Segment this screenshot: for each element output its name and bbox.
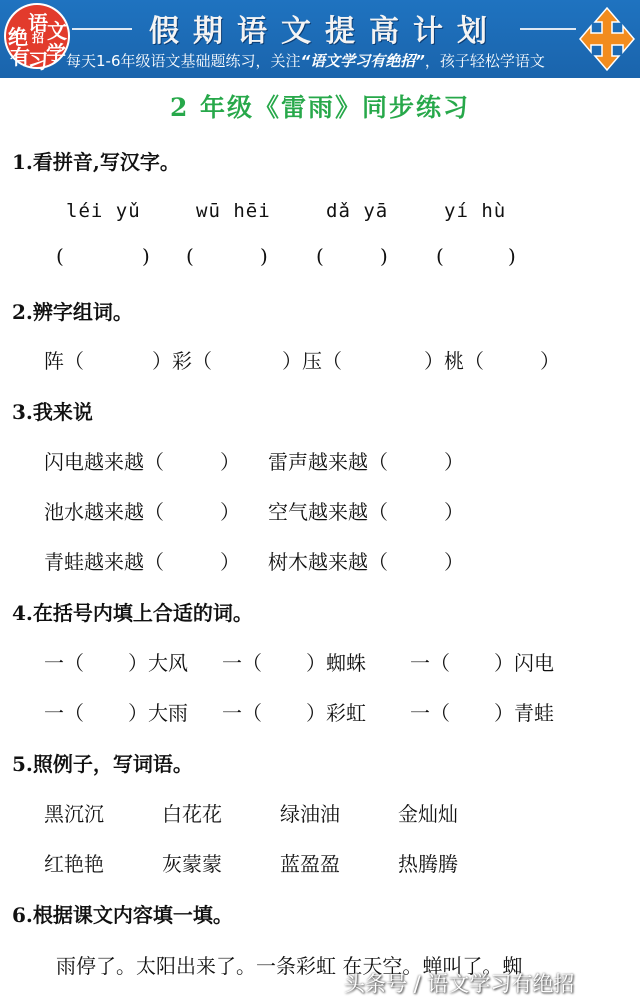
answer-bracket: (	[316, 244, 324, 268]
four-way-arrow-icon	[578, 6, 636, 72]
answer-bracket: (	[186, 244, 194, 268]
banner-subtitle	[66, 50, 596, 71]
fill-phrase: 池水越来越（	[44, 500, 164, 524]
logo-char: 文	[47, 19, 67, 43]
measure-word-item: 一（	[222, 701, 262, 725]
example-word: 红艳艳	[44, 852, 104, 876]
example-word: 灰蒙蒙	[162, 852, 222, 876]
fill-phrase: 青蛙越来越（	[44, 550, 164, 574]
watermark: 头条号 / 语文学习有绝招	[344, 972, 575, 996]
measure-word-item: ）青蛙	[494, 701, 554, 725]
logo-char: 绝	[8, 25, 28, 49]
fill-phrase: 雷声越来越（	[268, 450, 388, 474]
measure-word-item: ）彩虹	[306, 701, 366, 725]
logo-char: 学	[46, 41, 66, 65]
example-word: 白花花	[162, 802, 222, 826]
fill-phrase: 空气越来越（	[268, 500, 388, 524]
answer-bracket: )	[380, 244, 388, 268]
measure-word-item: 一（	[222, 651, 262, 675]
answer-bracket: )	[508, 244, 516, 268]
pinyin-item: dǎ yā	[326, 200, 389, 222]
answer-bracket: )	[260, 244, 268, 268]
measure-word-item: ）蜘蛛	[306, 651, 366, 675]
logo-char: 有	[10, 45, 30, 69]
answer-bracket: (	[56, 244, 64, 268]
question-6-heading: 6.根据课文内容填一填。	[12, 903, 233, 927]
subtitle-highlight: “语文学习有绝招”	[300, 52, 425, 70]
example-word: 绿油油	[280, 802, 340, 826]
subtitle-text: ，孩子轻松学语文	[424, 52, 545, 70]
word-item: 阵（	[44, 349, 84, 373]
word-item: ）桃（	[424, 349, 484, 373]
question-4-heading: 4.在括号内填上合适的词。	[12, 601, 253, 625]
measure-word-item: 一（	[410, 701, 450, 725]
logo-char: 招	[32, 31, 45, 45]
fill-phrase: ）	[220, 550, 240, 574]
fill-phrase: ）	[444, 550, 464, 574]
measure-word-item: ）闪电	[494, 651, 554, 675]
passage-text: 雨停了。太阳出来了。一条彩虹 在天空。蝉叫了。蜘	[56, 954, 523, 978]
fill-phrase: ）	[220, 450, 240, 474]
fill-phrase: 树木越来越（	[268, 550, 388, 574]
measure-word-item: ）大雨	[128, 701, 188, 725]
brand-logo	[6, 5, 68, 73]
question-2-heading: 2.辨字组词。	[12, 300, 133, 324]
example-word: 蓝盈盈	[280, 852, 340, 876]
question-1-heading: 1.看拼音,写汉字。	[12, 150, 180, 174]
measure-word-item: 一（	[44, 701, 84, 725]
example-word: 热腾腾	[398, 852, 458, 876]
fill-phrase: ）	[220, 500, 240, 524]
banner-title: 假期语文提高计划	[149, 14, 501, 49]
example-word: 金灿灿	[398, 802, 458, 826]
measure-word-item: ）大风	[128, 651, 188, 675]
pinyin-item: wū hēi	[196, 200, 271, 222]
measure-word-item: 一（	[410, 651, 450, 675]
pinyin-item: léi yǔ	[66, 200, 141, 222]
fill-phrase: ）	[444, 450, 464, 474]
answer-bracket: (	[436, 244, 444, 268]
logo-char: 习	[28, 49, 48, 73]
fill-phrase: 闪电越来越（	[44, 450, 164, 474]
answer-bracket: )	[142, 244, 150, 268]
question-5-heading: 5.照例子，写词语。	[12, 752, 193, 776]
lesson-title: 2 年级《雷雨》同步练习	[169, 93, 471, 122]
measure-word-item: 一（	[44, 651, 84, 675]
fill-phrase: ）	[444, 500, 464, 524]
logo-char: 语	[28, 11, 48, 35]
word-item: ）彩（	[152, 349, 212, 373]
word-item: ）压（	[282, 349, 342, 373]
header-banner	[0, 0, 640, 78]
word-item: ）	[540, 349, 560, 373]
example-word: 黑沉沉	[44, 802, 104, 826]
subtitle-text: 每天1-6年级语文基础题练习，关注	[66, 52, 301, 70]
pinyin-item: yí hù	[444, 200, 507, 222]
question-3-heading: 3.我来说	[12, 400, 93, 424]
